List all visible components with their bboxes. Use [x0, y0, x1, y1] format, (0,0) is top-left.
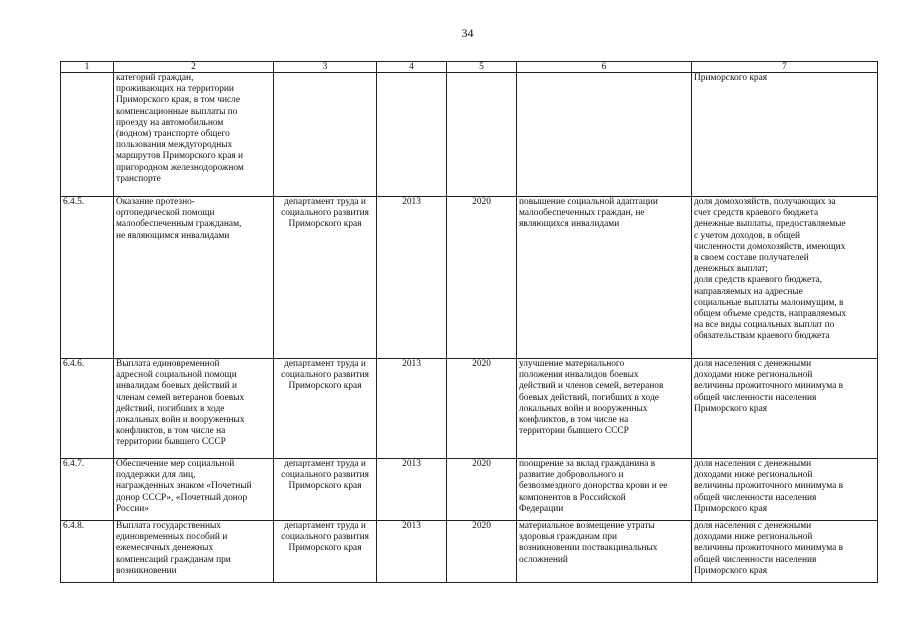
cell-result: поощрение за вклад гражданина в развитие добровольного и безвозмездного донорства крови и ее компонентов в Российской Федерации — [517, 459, 692, 521]
cell-number — [61, 73, 114, 197]
column-header-2: 2 — [114, 62, 274, 73]
cell-indicator: доля населения с денежными доходами ниже региональной величины прожиточного минимума в общей численности населения Приморского края — [692, 521, 878, 583]
column-header-7: 7 — [692, 62, 878, 73]
cell-executor: департамент труда и социального развития Приморского края — [274, 459, 377, 521]
cell-end-year: 2020 — [447, 459, 517, 521]
cell-end-year — [447, 73, 517, 197]
cell-start-year: 2013 — [377, 359, 447, 459]
cell-executor: департамент труда и социального развития Приморского края — [274, 521, 377, 583]
table-row — [61, 459, 878, 521]
header-row — [61, 62, 878, 73]
column-header-5: 5 — [447, 62, 517, 73]
cell-start-year: 2013 — [377, 521, 447, 583]
cell-number: 6.4.6. — [61, 359, 114, 459]
cell-start-year — [377, 73, 447, 197]
column-header-1: 1 — [61, 62, 114, 73]
cell-measure: Оказание протезно- ортопедической помощи малообеспеченным гражданам, не являющимся инвалидами — [114, 197, 274, 359]
column-header-4: 4 — [377, 62, 447, 73]
cell-number: 6.4.5. — [61, 197, 114, 359]
table-row — [61, 359, 878, 459]
cell-end-year: 2020 — [447, 359, 517, 459]
table-row — [61, 197, 878, 359]
program-measures-table — [60, 61, 878, 583]
cell-executor — [274, 73, 377, 197]
cell-indicator: доля домохозяйств, получающих за счет средств краевого бюджета денежные выплаты, предоставляемые с учетом доходов, в общей численности домохозяйств, имеющих в своем составе получателей денежных выплат; доля средств краевого бюджета, направляемых на адресные социальные выплаты малоимущим, в общем объеме средств, направляемых на все виды социальных выплат по обязательствам краевого бюджета — [692, 197, 878, 359]
cell-result: улучшение материального положения инвалидов боевых действий и членов семей, ветеранов боевых действий, погибших в ходе локальных войн и вооруженных конфликтов, в том числе на территории бывшего СССР — [517, 359, 692, 459]
cell-executor: департамент труда и социального развития Приморского края — [274, 197, 377, 359]
cell-result: повышение социальной адаптации малообеспеченных граждан, не являющихся инвалидами — [517, 197, 692, 359]
cell-number: 6.4.8. — [61, 521, 114, 583]
cell-result: материальное возмещение утраты здоровья гражданам при возникновении поствакцинальных осложнений — [517, 521, 692, 583]
cell-indicator: Приморского края — [692, 73, 878, 197]
column-header-6: 6 — [517, 62, 692, 73]
cell-result — [517, 73, 692, 197]
cell-end-year: 2020 — [447, 521, 517, 583]
cell-measure: Выплата единовременной адресной социальной помощи инвалидам боевых действий и членам семей ветеранов боевых действий, погибших в ходе локальных войн и вооруженных конфликтов, в том числе на территории бывшего СССР — [114, 359, 274, 459]
cell-start-year: 2013 — [377, 197, 447, 359]
cell-measure: категорий граждан, проживающих на территории Приморского края, в том числе компенсационные выплаты по проезду на автомобильном (водном) транспорте общего пользования междугородных маршрутов Приморского края и пригородном железнодорожном транспорте — [114, 73, 274, 197]
cell-indicator: доля населения с денежными доходами ниже региональной величины прожиточного минимума в общей численности населения Приморского края — [692, 359, 878, 459]
table-row — [61, 73, 878, 197]
cell-measure: Обеспечение мер социальной поддержки для лиц, награжденных знаком «Почетный донор СССР», «Почетный донор России» — [114, 459, 274, 521]
cell-indicator: доля населения с денежными доходами ниже региональной величины прожиточного минимума в общей численности населения Приморского края — [692, 459, 878, 521]
column-header-3: 3 — [274, 62, 377, 73]
page-number: 34 — [461, 26, 474, 40]
cell-measure: Выплата государственных единовременных пособий и ежемесячных денежных компенсаций гражданам при возникновении — [114, 521, 274, 583]
cell-start-year: 2013 — [377, 459, 447, 521]
cell-number: 6.4.7. — [61, 459, 114, 521]
cell-executor: департамент труда и социального развития Приморского края — [274, 359, 377, 459]
table-row — [61, 521, 878, 583]
cell-end-year: 2020 — [447, 197, 517, 359]
